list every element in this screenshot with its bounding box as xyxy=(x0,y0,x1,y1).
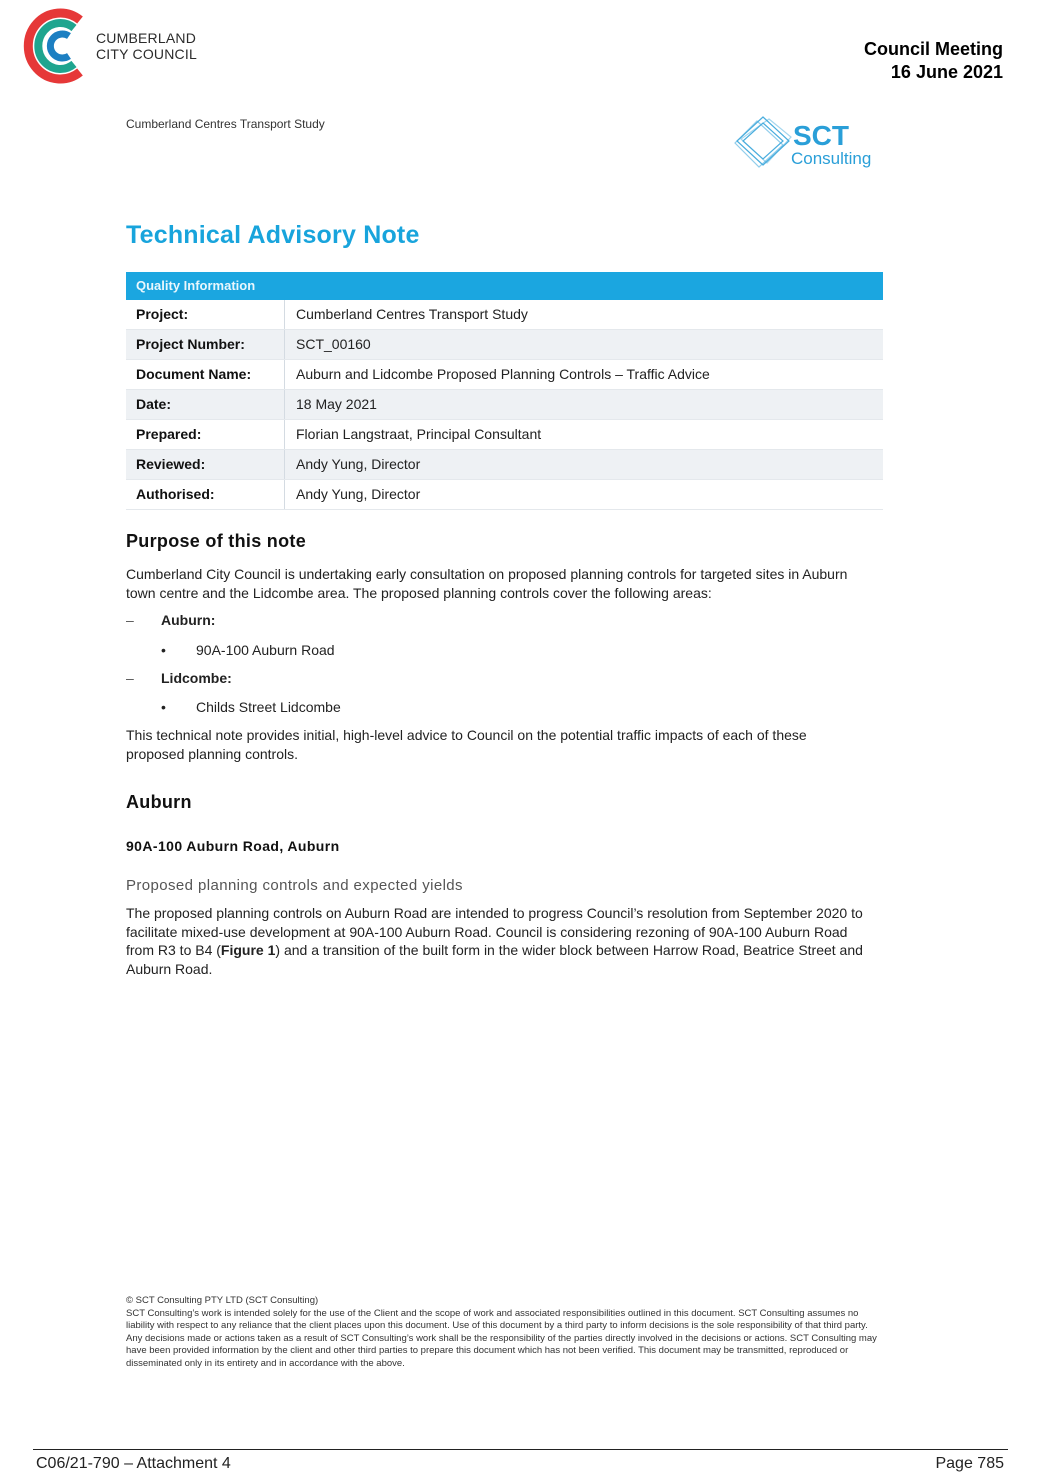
list-bullet: • xyxy=(161,699,166,715)
list-dash: – xyxy=(126,612,134,628)
meeting-title: Council Meeting xyxy=(864,39,1003,59)
council-name xyxy=(96,30,197,62)
quality-table-header: Quality Information xyxy=(126,272,883,300)
document-title: Technical Advisory Note xyxy=(126,221,420,249)
meeting-header xyxy=(864,38,1003,84)
table-row xyxy=(126,420,883,450)
auburn-subheading: 90A-100 Auburn Road, Auburn xyxy=(126,838,340,854)
row-value: Andy Yung, Director xyxy=(296,456,421,472)
disclaimer-copyright: © SCT Consulting PTY LTD (SCT Consulting) xyxy=(126,1295,319,1306)
table-row xyxy=(126,480,883,510)
footer-divider xyxy=(33,1449,1008,1450)
cumberland-council-logo-icon xyxy=(22,6,94,86)
row-value: SCT_00160 xyxy=(296,336,371,352)
attachment-reference: C06/21-790 – Attachment 4 xyxy=(36,1455,231,1472)
purpose-intro: Cumberland City Council is undertaking early consultation on proposed planning controls for targeted sites in Auburn town centre and the Lidcombe area. The proposed planning controls cover the following areas: xyxy=(126,566,848,601)
row-label: Date: xyxy=(126,390,285,419)
table-row xyxy=(126,390,883,420)
auburn-paragraph-start: The proposed planning controls on Auburn Road are intended to progress Council’s resolution from September 2020 to facilitate mixed-use development at 90A-100 Auburn Road. Council is considering rezoning of 90A-100 Auburn Road from R3 to B4 ( xyxy=(126,905,863,958)
purpose-heading: Purpose of this note xyxy=(126,531,307,551)
row-value: Florian Langstraat, Principal Consultant xyxy=(296,426,542,442)
purpose-closing: This technical note provides initial, high-level advice to Council on the potential traffic impacts of each of these proposed planning controls. xyxy=(126,727,807,762)
council-name-line2: CITY COUNCIL xyxy=(96,46,197,62)
row-value: Cumberland Centres Transport Study xyxy=(296,306,528,322)
council-name-line1: CUMBERLAND xyxy=(96,30,197,46)
list-dash: – xyxy=(126,670,134,686)
auburn-heading: Auburn xyxy=(126,792,192,812)
row-value: 18 May 2021 xyxy=(296,396,377,412)
row-value: Andy Yung, Director xyxy=(296,486,421,502)
list-bullet: • xyxy=(161,642,166,658)
auburn-paragraph xyxy=(126,904,878,978)
area-name-lidcombe: Lidcombe: xyxy=(161,670,232,686)
area-item-auburn: 90A-100 Auburn Road xyxy=(196,642,335,658)
figure-reference: Figure 1 xyxy=(220,942,276,958)
auburn-paragraph-end: ) and a transition of the built form in the wider block between Harrow Road, Beatrice Street and Auburn Road. xyxy=(126,942,863,977)
disclaimer xyxy=(126,1295,881,1370)
table-row xyxy=(126,330,883,360)
row-label: Authorised: xyxy=(126,480,285,509)
page-number: Page 785 xyxy=(935,1455,1004,1472)
area-item-lidcombe: Childs Street Lidcombe xyxy=(196,699,341,715)
row-label: Project Number: xyxy=(126,330,285,359)
table-row xyxy=(126,300,883,330)
quality-information-table xyxy=(126,272,883,510)
study-name: Cumberland Centres Transport Study xyxy=(126,117,325,131)
row-label: Project: xyxy=(126,300,285,329)
sct-logo-text: SCT xyxy=(793,120,849,151)
table-row xyxy=(126,450,883,480)
row-value: Auburn and Lidcombe Proposed Planning Controls – Traffic Advice xyxy=(296,366,710,382)
row-label: Prepared: xyxy=(126,420,285,449)
sct-logo-subtext: Consulting xyxy=(791,149,872,168)
meeting-date: 16 June 2021 xyxy=(890,62,1003,82)
area-name-auburn: Auburn: xyxy=(161,612,216,628)
auburn-subsubheading: Proposed planning controls and expected yields xyxy=(126,877,463,894)
sct-consulting-logo-icon xyxy=(733,113,893,173)
row-label: Document Name: xyxy=(126,360,285,389)
disclaimer-body: SCT Consulting’s work is intended solely for the use of the Client and the scope of work and associated responsibilities outlined in this document. SCT Consulting assumes no liability with respect to any reliance that the client places upon this document. Use of this document by a third party to inform decisions is the sole responsibility of that third party. Any decisions made or actions taken as a result of SCT Consulting’s work shall be the responsibility of the parties directly involved in the decisions or actions. SCT Consulting may have been provided information by the client and other third parties to prepare this document which has not been verified. This document may be transmitted, reproduced or disseminated only in its entirety and in accordance with the above. xyxy=(126,1307,877,1369)
table-row xyxy=(126,360,883,390)
row-label: Reviewed: xyxy=(126,450,285,479)
